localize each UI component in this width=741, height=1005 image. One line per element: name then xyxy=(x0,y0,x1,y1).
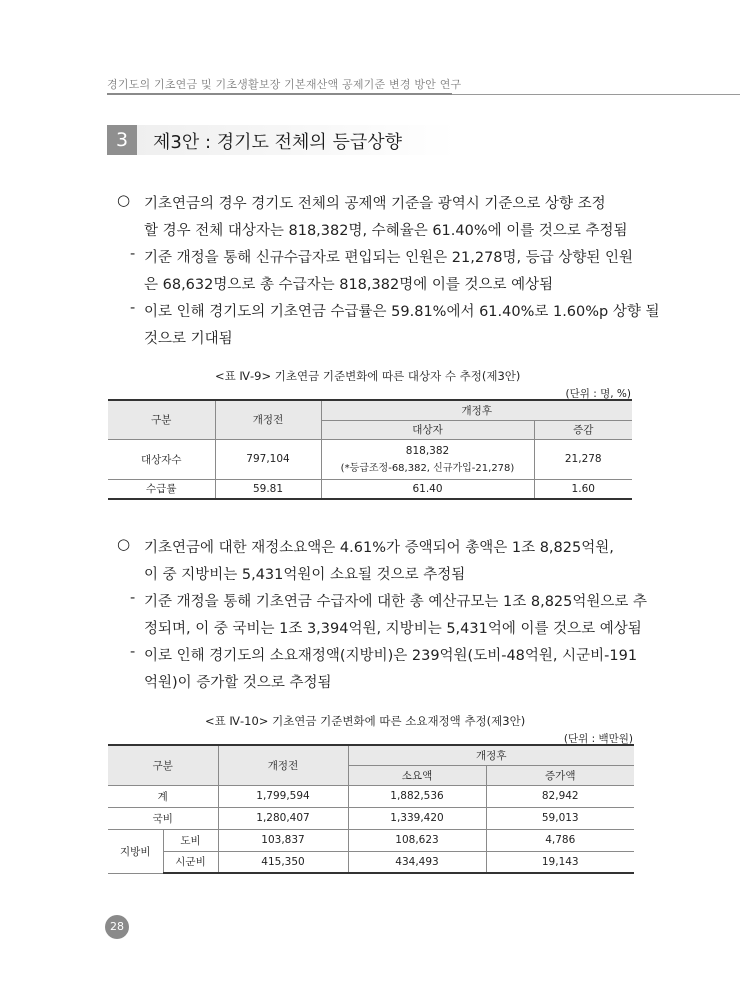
table-cell: 계 xyxy=(108,785,218,807)
header-rule xyxy=(107,93,452,95)
page-number: 28 xyxy=(105,915,129,939)
paragraph-line: 것으로 기대됨 xyxy=(144,331,233,347)
table-cell: 415,350 xyxy=(218,851,348,873)
table-cell: 1,280,407 xyxy=(218,807,348,829)
table-row xyxy=(108,807,634,829)
paragraph-line: 기초연금의 경우 경기도 전체의 공제액 기준을 광역시 기준으로 상향 조정 xyxy=(144,196,606,212)
table-unit: (단위 : 명, %) xyxy=(565,388,631,400)
paragraph-line: 기준 개정을 통해 기초연금 수급자에 대한 총 예산규모는 1조 8,825억원으로 추 xyxy=(144,594,648,610)
table-caption: <표 Ⅳ-9> 기초연금 기준변화에 따른 대상자 수 추정(제3안) xyxy=(215,369,521,383)
bullet-marker: ○ xyxy=(117,191,131,209)
table-header: 구분 xyxy=(108,745,218,785)
table-caption: <표 Ⅳ-10> 기초연금 기준변화에 따른 소요재정액 추정(제3안) xyxy=(205,714,526,728)
table-cell: 82,942 xyxy=(486,785,634,807)
table-cell: 434,493 xyxy=(348,851,486,873)
dash-marker: - xyxy=(130,590,136,606)
table-cell: 지방비 xyxy=(108,829,163,873)
table-header: 개정후 xyxy=(348,745,634,765)
table-cell: 108,623 xyxy=(348,829,486,851)
paragraph-line: 할 경우 전체 대상자는 818,382명, 수혜율은 61.40%에 이를 것으로 추정됨 xyxy=(144,223,628,239)
table-row xyxy=(108,479,632,499)
paragraph-line: 이로 인해 경기도의 기초연금 수급률은 59.81%에서 61.40%로 1.60%p 상향 될 xyxy=(144,304,660,320)
paragraph-line: 이로 인해 경기도의 소요재정액(지방비)은 239억원(도비-48억원, 시군비-191 xyxy=(144,648,638,664)
table-header: 개정전 xyxy=(218,745,348,785)
table-cell: 시군비 xyxy=(163,851,218,873)
table-unit: (단위 : 백만원) xyxy=(563,733,633,745)
table-cell: 도비 xyxy=(163,829,218,851)
table-cell: 59,013 xyxy=(486,807,634,829)
paragraph-line: 기준 개정을 통해 신규수급자로 편입되는 인원은 21,278명, 등급 상향된 인원 xyxy=(144,250,634,266)
cell-note: (*등급조정-68,382, 신규가입-21,278) xyxy=(340,462,515,474)
table-cell: 797,104 xyxy=(215,439,321,479)
cell-value: 818,382 xyxy=(405,444,450,457)
table-header: 증감 xyxy=(534,420,632,439)
data-table xyxy=(108,744,634,874)
dash-marker: - xyxy=(130,246,136,262)
dash-marker: - xyxy=(130,300,136,316)
paragraph-line: 기초연금에 대한 재정소요액은 4.61%가 증액되어 총액은 1조 8,825억원, xyxy=(144,540,614,556)
paragraph-line: 억원)이 증가할 것으로 추정됨 xyxy=(144,675,332,691)
section-title: 제3안 : 경기도 전체의 등급상향 xyxy=(153,132,403,153)
table-row xyxy=(108,829,634,851)
table-row xyxy=(108,439,632,479)
table-cell: 1,339,420 xyxy=(348,807,486,829)
table-cell: 1.60 xyxy=(534,479,632,499)
paragraph-line: 정되며, 이 중 국비는 1조 3,394억원, 지방비는 5,431억에 이를 것으로 예상됨 xyxy=(144,621,642,637)
table-cell: 수급률 xyxy=(108,479,215,499)
table-cell: 21,278 xyxy=(534,439,632,479)
header-rule-thin xyxy=(452,94,740,95)
table-header: 소요액 xyxy=(348,765,486,785)
table-row xyxy=(108,785,634,807)
table-cell: 1,882,536 xyxy=(348,785,486,807)
table-row xyxy=(108,851,634,873)
table-cell: 4,786 xyxy=(486,829,634,851)
section-number: 3 xyxy=(107,125,137,155)
bullet-marker: ○ xyxy=(117,535,131,553)
paragraph-line: 은 68,632명으로 총 수급자는 818,382명에 이를 것으로 예상됨 xyxy=(144,277,554,293)
table-header: 개정전 xyxy=(215,400,321,439)
table-cell: 61.40 xyxy=(321,479,534,499)
table-header: 대상자 xyxy=(321,420,534,439)
running-header: 경기도의 기초연금 및 기초생활보장 기본재산액 공제기준 변경 방안 연구 xyxy=(107,78,462,91)
table-cell xyxy=(321,439,534,479)
table-cell: 대상자수 xyxy=(108,439,215,479)
table-cell: 1,799,594 xyxy=(218,785,348,807)
data-table xyxy=(108,399,632,500)
paragraph-line: 이 중 지방비는 5,431억원이 소요될 것으로 추정됨 xyxy=(144,567,466,583)
table-cell: 국비 xyxy=(108,807,218,829)
table-header: 구분 xyxy=(108,400,215,439)
dash-marker: - xyxy=(130,644,136,660)
table-cell: 103,837 xyxy=(218,829,348,851)
table-cell: 59.81 xyxy=(215,479,321,499)
table-header: 개정후 xyxy=(321,400,632,420)
table-header: 증가액 xyxy=(486,765,634,785)
table-cell: 19,143 xyxy=(486,851,634,873)
